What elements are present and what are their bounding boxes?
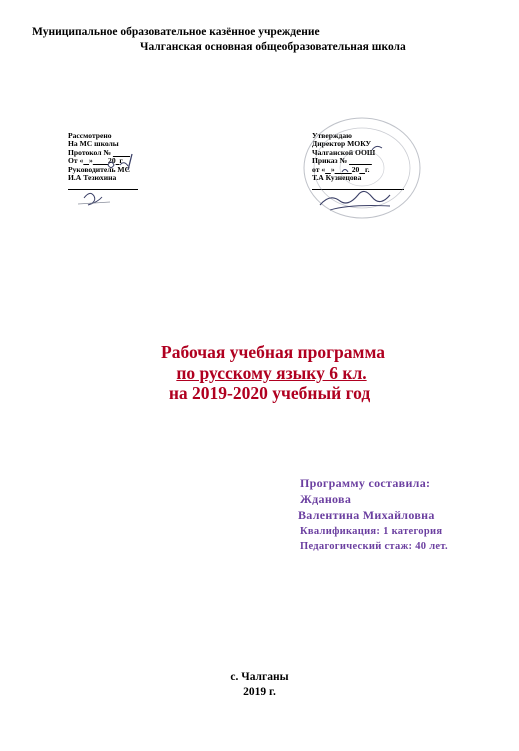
author-given-names: Валентина Михайловна <box>298 508 435 522</box>
approve-label: Утверждаю <box>312 131 352 140</box>
institution-line-2: Чалганская основная общеобразовательная школа <box>140 41 406 53</box>
author-caption: Программу составила: <box>300 476 431 490</box>
author-qualification: Квалификация: 1 категория <box>300 526 443 537</box>
review-date: От « » 20 г <box>68 156 123 166</box>
approve-school: Чалганской ООШ <box>312 147 376 157</box>
approve-date: от « » 20 г. <box>312 164 370 174</box>
author-surname: Жданова <box>300 492 352 506</box>
place: с. Чалганы <box>230 671 289 683</box>
approve-order: Приказ № <box>312 156 350 166</box>
approve-director-name: Т.А Кузнецова <box>312 173 362 183</box>
review-protocol: Протокол № <box>68 147 113 157</box>
year: 2019 г. <box>243 686 276 698</box>
institution-line-1: Муниципальное образовательное казённое учреждение <box>32 26 320 38</box>
approve-director: Директор МОКУ <box>312 139 372 149</box>
author-experience: Педагогический стаж: 40 лет. <box>300 541 448 552</box>
title-line-1: Рабочая учебная программа <box>161 342 385 362</box>
title-line-2: по русскому языку 6 кл. <box>176 363 367 383</box>
school-stamp <box>290 110 440 230</box>
review-head-name: И.А Тезюхина <box>68 173 117 183</box>
review-label: Рассмотрено <box>68 131 112 140</box>
review-handwriting <box>70 140 160 215</box>
review-head-title: Руководитель МС <box>68 164 131 174</box>
review-council: На МС школы <box>68 139 119 149</box>
title-line-3: на 2019-2020 учебный год <box>168 383 371 403</box>
